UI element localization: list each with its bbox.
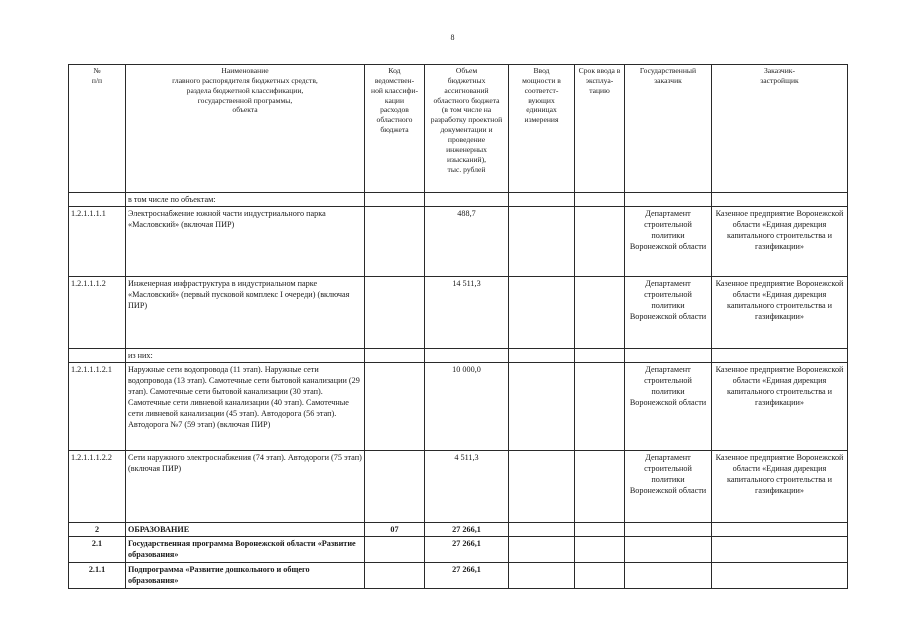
row-capacity [509, 563, 575, 589]
table-row [69, 537, 848, 563]
row-customer [625, 537, 712, 563]
row-name: Сети наружного электроснабжения (74 этап). Автодороги (75 этап) (включая ПИР) [126, 451, 365, 523]
row-code [365, 349, 425, 363]
row-capacity [509, 277, 575, 349]
row-term [575, 193, 625, 207]
investment-table [68, 64, 848, 589]
header-developer-text: Заказчик- застройщик [760, 66, 799, 85]
header-amount [425, 65, 509, 193]
table-row [69, 277, 848, 349]
row-developer: Казенное предприятие Воронежской области «Единая дирекция капитального строительства и газификации» [712, 451, 848, 523]
row-customer: Департамент строительной политики Воронежской области [625, 451, 712, 523]
row-term [575, 451, 625, 523]
row-name: Государственная программа Воронежской области «Развитие образования» [126, 537, 365, 563]
row-amount: 27 266,1 [425, 563, 509, 589]
row-code [365, 207, 425, 277]
row-code [365, 537, 425, 563]
header-name-text: Наименование главного распорядителя бюджетных средств, раздела бюджетной классификации, государственной программы, объекта [172, 66, 318, 115]
row-developer [712, 563, 848, 589]
row-customer: Департамент строительной политики Воронежской области [625, 363, 712, 451]
row-amount: 27 266,1 [425, 523, 509, 537]
row-customer [625, 349, 712, 363]
row-amount: 14 511,3 [425, 277, 509, 349]
row-num: 1.2.1.1.1.2.2 [69, 451, 126, 523]
row-name: Электроснабжение южной части индустриального парка «Масловский» (включая ПИР) [126, 207, 365, 277]
row-num [69, 193, 126, 207]
row-amount: 4 511,3 [425, 451, 509, 523]
row-num: 2.1.1 [69, 563, 126, 589]
row-num: 1.2.1.1.1.2 [69, 277, 126, 349]
row-term [575, 277, 625, 349]
row-code [365, 363, 425, 451]
row-amount: 27 266,1 [425, 537, 509, 563]
row-name: Подпрограмма «Развитие дошкольного и общего образования» [126, 563, 365, 589]
row-term [575, 563, 625, 589]
row-capacity [509, 193, 575, 207]
header-customer [625, 65, 712, 193]
row-term [575, 207, 625, 277]
row-developer [712, 523, 848, 537]
row-customer [625, 563, 712, 589]
row-amount [425, 349, 509, 363]
row-name: ОБРАЗОВАНИЕ [126, 523, 365, 537]
row-term [575, 523, 625, 537]
row-developer: Казенное предприятие Воронежской области «Единая дирекция капитального строительства и газификации» [712, 363, 848, 451]
row-code [365, 451, 425, 523]
row-developer: Казенное предприятие Воронежской области «Единая дирекция капитального строительства и газификации» [712, 277, 848, 349]
row-customer [625, 193, 712, 207]
table-row [69, 207, 848, 277]
row-code [365, 193, 425, 207]
page-number: 8 [450, 33, 455, 42]
row-name: Наружные сети водопровода (11 этап). Наружные сети водопровода (13 этап). Самотечные сети бытовой канализации (29 этап). Самотечные сети бытовой канализации (30 этап). Самотечные сети ливневой канализации (40 этап). Самотечные сети ливневой канализации (45 этап). Автодорога (56 этап). Автодорога №7 (59 этап) (включая ПИР) [126, 363, 365, 451]
header-term [575, 65, 625, 193]
row-num: 1.2.1.1.1.2.1 [69, 363, 126, 451]
row-developer: Казенное предприятие Воронежской области «Единая дирекция капитального строительства и газификации» [712, 207, 848, 277]
row-term [575, 349, 625, 363]
header-amount-text: Объем бюджетных ассигнований областного бюджета (в том числе на разработку проектной документации и проведение инженерных изысканий), тыс. рублей [430, 66, 503, 174]
header-row [69, 65, 848, 193]
table-row [69, 523, 848, 537]
header-code-text: Код ведомствен- ной классифи- кации расходов областного бюджета [371, 66, 418, 135]
row-code [365, 563, 425, 589]
row-capacity [509, 363, 575, 451]
row-amount: 488,7 [425, 207, 509, 277]
row-num: 2 [69, 523, 126, 537]
row-num [69, 349, 126, 363]
header-name [126, 65, 365, 193]
row-capacity [509, 523, 575, 537]
row-name: из них: [126, 349, 365, 363]
table-row [69, 193, 848, 207]
header-term-text: Срок ввода в эксплуа- тацию [578, 66, 621, 95]
row-code: 07 [365, 523, 425, 537]
row-amount: 10 000,0 [425, 363, 509, 451]
table-row [69, 451, 848, 523]
header-num [69, 65, 126, 193]
row-customer: Департамент строительной политики Воронежской области [625, 277, 712, 349]
table-row [69, 349, 848, 363]
header-developer [712, 65, 848, 193]
row-developer [712, 537, 848, 563]
header-num-text: № п/п [91, 66, 103, 85]
row-capacity [509, 451, 575, 523]
row-num: 2.1 [69, 537, 126, 563]
row-code [365, 277, 425, 349]
row-developer [712, 193, 848, 207]
row-customer [625, 523, 712, 537]
row-developer [712, 349, 848, 363]
table-row [69, 563, 848, 589]
table-row [69, 363, 848, 451]
row-name: Инженерная инфраструктура в индустриальном парке «Масловский» (первый пусковой комплекс I очереди) (включая ПИР) [126, 277, 365, 349]
header-customer-text: Государственный заказчик [639, 66, 697, 85]
header-capacity-text: Ввод мощности в соответст- вующих единицах измерения [522, 66, 561, 125]
row-num: 1.2.1.1.1.1 [69, 207, 126, 277]
header-capacity [509, 65, 575, 193]
row-term [575, 363, 625, 451]
row-term [575, 537, 625, 563]
row-customer: Департамент строительной политики Воронежской области [625, 207, 712, 277]
row-capacity [509, 537, 575, 563]
row-amount [425, 193, 509, 207]
row-name: в том числе по объектам: [126, 193, 365, 207]
row-capacity [509, 207, 575, 277]
header-code [365, 65, 425, 193]
row-capacity [509, 349, 575, 363]
